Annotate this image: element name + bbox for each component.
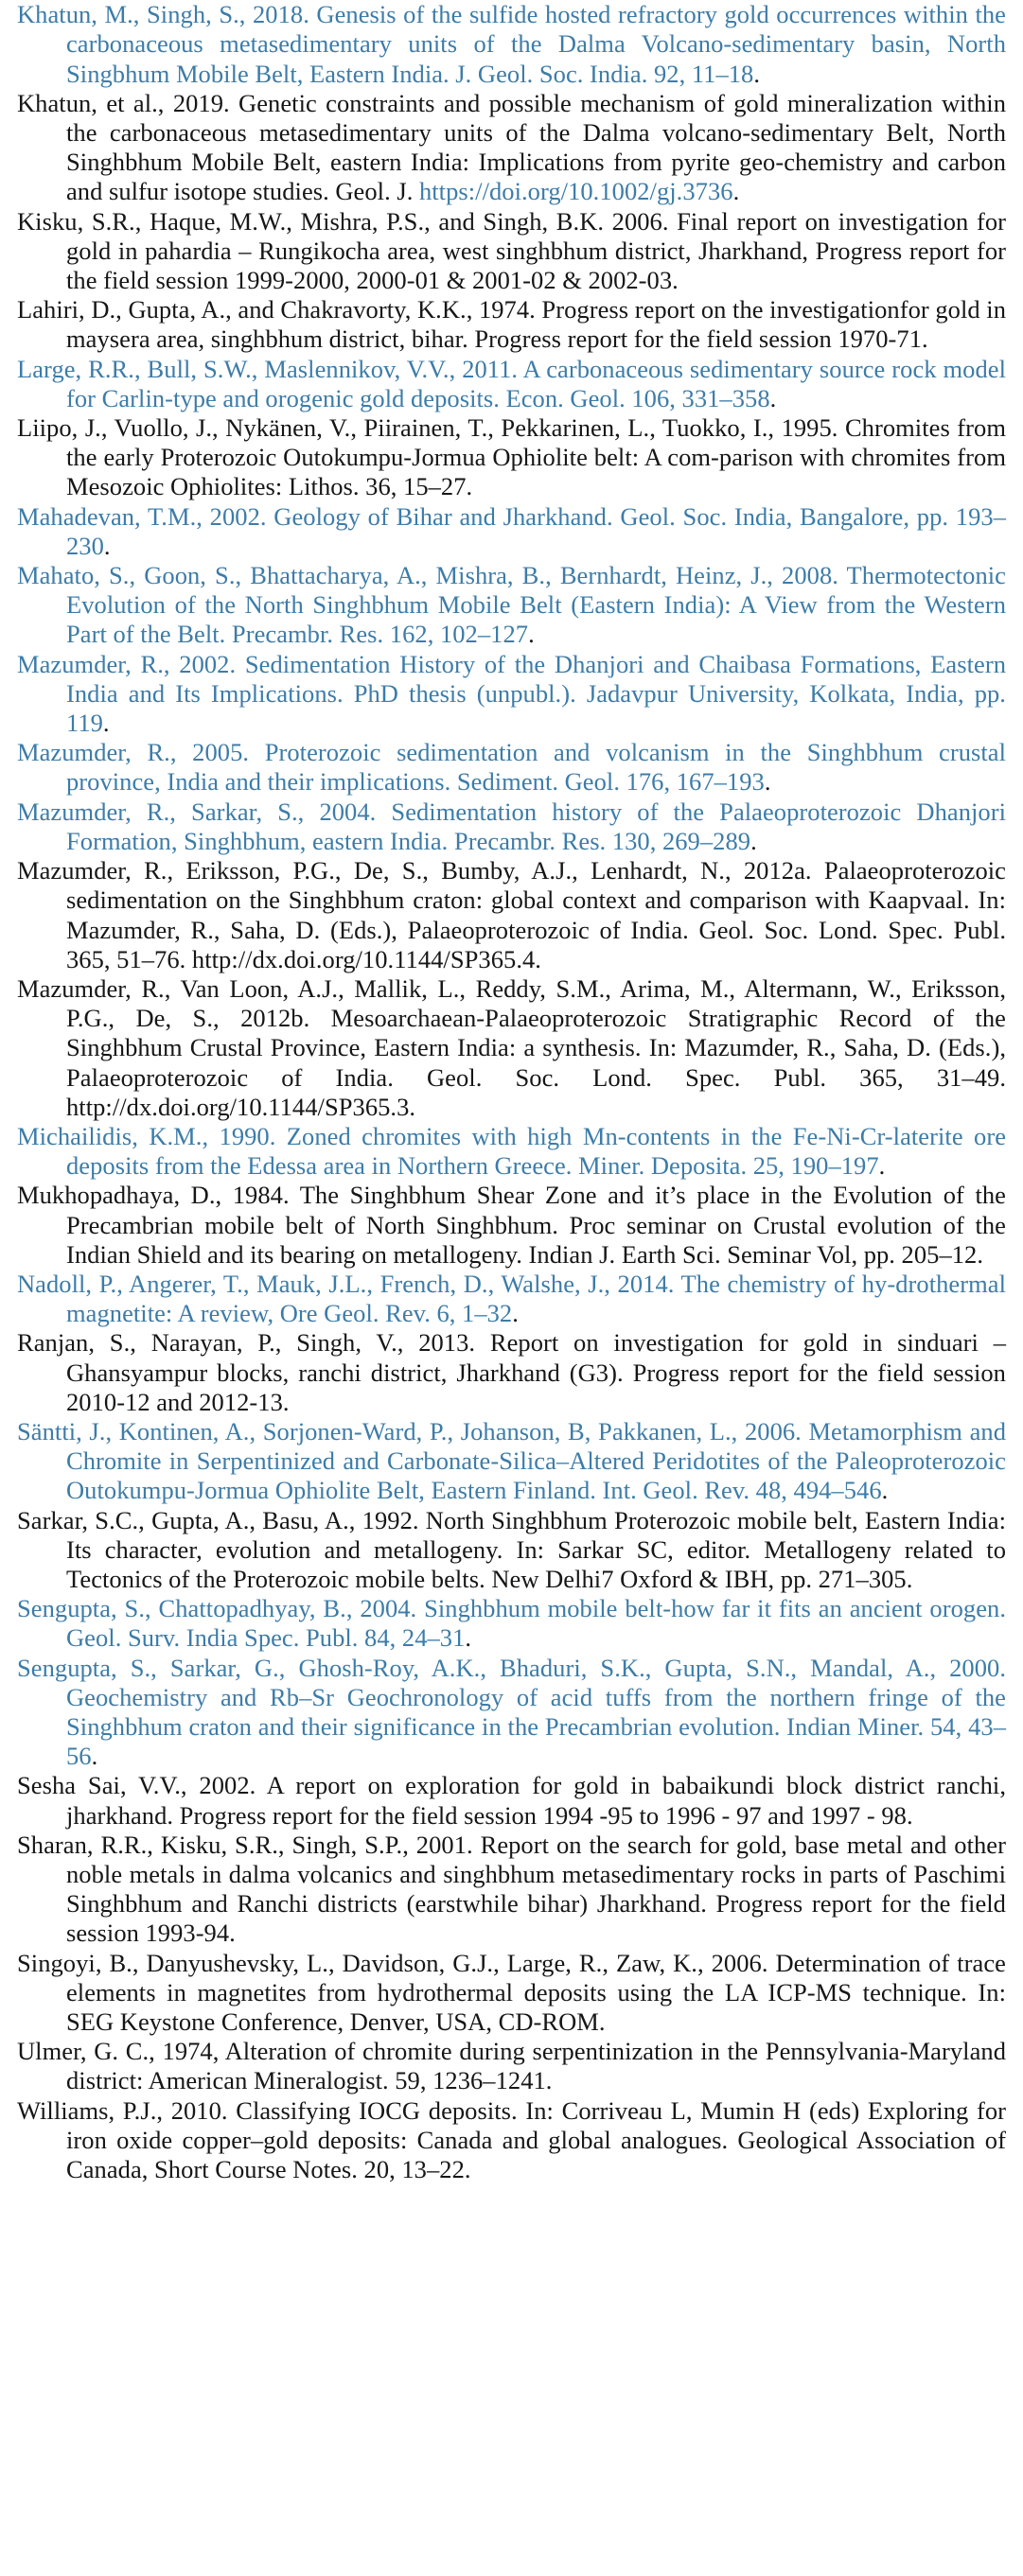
reference-entry [17,738,1006,797]
reference-text: Michailidis, K.M., 1990. Zoned chromites with high Mn-contents in the Fe-Ni-Cr-laterite ore deposits from the Edessa area in Northern Greece. Miner. Deposita. 25, 190–197 [17,1121,1006,1181]
reference-text: Mazumder, R., 2005. Proterozoic sedimentation and volcanism in the Singhbhum crustal province, India and their implications. Sediment. Geol. 176, 167–193 [17,738,1006,797]
reference-text: Mazumder, R., Eriksson, P.G., De, S., Bumby, A.J., Lenhardt, N., 2012a. Palaeoproterozoic sedimentation on the Singhbhum craton: global context and comparison with Kaapvaal. In: Mazumder, R., Saha, D. (Eds.), Palaeoproterozoic of India. Geol. Soc. Lond. Spec. Publ. 365, 51–76. http://dx.doi.org/10.1144/SP365.4. [17,856,1006,973]
reference-entry [17,207,1006,296]
reference-entry [17,1122,1006,1181]
reference-text: Khatun, M., Singh, S., 2018. Genesis of the sulfide hosted refractory gold occurrences within the carbonaceous metasedimentary units of the Dalma Volcano-sedimentary basin, North Singbhum Mobile Belt, Eastern India. J. Geol. Soc. India. 92, 11–18 [17,0,1006,88]
reference-terminal-period: . [881,1476,889,1505]
reference-terminal-period: . [769,383,777,412]
reference-terminal-period: . [102,709,110,738]
reference-text: Mazumder, R., 2002. Sedimentation History of the Dhanjori and Chaibasa Formations, Eastern India and Its Implications. PhD thesis (unpubl.). Jadavpur University, Kolkata, India, pp. 119 [17,649,1006,738]
reference-text: Lahiri, D., Gupta, A., and Chakravorty, K.K., 1974. Progress report on the investigationfor gold in maysera area, singhbhum district, bihar. Progress report for the field session 1970-71. [17,295,1006,354]
reference-terminal-period: . [512,1299,519,1328]
reference-entry [17,355,1006,413]
reference-text: Singoyi, B., Danyushevsky, L., Davidson, G.J., Large, R., Zaw, K., 2006. Determination of trace elements in magnetites from hydrothermal deposits using the LA ICP-MS technique. In: SEG Keystone Conference, Denver, USA, CD-ROM. [17,1948,1006,2037]
reference-entry [17,1328,1006,1417]
reference-entry [17,1654,1006,1772]
reference-entry [17,856,1006,974]
reference-entry [17,1417,1006,1506]
reference-entry [17,0,1006,89]
reference-text: Mahadevan, T.M., 2002. Geology of Bihar and Jharkhand. Geol. Soc. India, Bangalore, pp. 193–230 [17,501,1006,560]
reference-text: Sengupta, S., Sarkar, G., Ghosh-Roy, A.K., Bhaduri, S.K., Gupta, S.N., Mandal, A., 2000. Geochemistry and Rb–Sr Geochronology of acid tuffs from the northern fringe of the Singhbhum craton and their significance in the Precambrian evolution. Indian Miner. 54, 43–56 [17,1653,1006,1771]
reference-text: Kisku, S.R., Haque, M.W., Mishra, P.S., and Singh, B.K. 2006. Final report on investigation for gold in pahardia – Rungikocha area, west singhbhum district, Jharkhand, Progress report for the field session 1999-2000, 2000-01 & 2001-02 & 2002-03. [17,206,1006,295]
reference-terminal-period: . [465,1623,472,1653]
reference-terminal-period: . [528,620,535,649]
reference-terminal-period: . [753,59,761,88]
reference-entry [17,1831,1006,1949]
reference-terminal-period: . [878,1151,886,1181]
reference-entry [17,2096,1006,2185]
reference-text: Mahato, S., Goon, S., Bhattacharya, A., Mishra, B., Bernhardt, Heinz, J., 2008. Thermotectonic Evolution of the North Singhbhum Mobile Belt (Eastern India): A View from the Western Part of the Belt. Precambr. Res. 162, 102–127 [17,561,1006,649]
reference-entry [17,502,1006,561]
reference-entry [17,2037,1006,2095]
reference-terminal-period: . [91,1742,98,1771]
reference-text: Sengupta, S., Chattopadhyay, B., 2004. Singhbhum mobile belt-how far it fits an ancient orogen. Geol. Surv. India Spec. Publ. 84, 24–31 [17,1594,1006,1653]
reference-entry [17,650,1006,739]
reference-entry [17,1771,1006,1830]
reference-entry [17,413,1006,502]
reference-text: Mazumder, R., Van Loon, A.J., Mallik, L., Reddy, S.M., Arima, M., Altermann, W., Eriksson, P.G., De, S., 2012b. Mesoarchaean-Palaeoproterozoic Stratigraphic Record of the Singhbhum Crustal Province, Eastern India: a synthesis. In: Mazumder, R., Saha, D. (Eds.), Palaeoproterozoic of India. Geol. Soc. Lond. Spec. Publ. 365, 31–49. http://dx.doi.org/10.1144/SP365.3. [17,973,1006,1121]
reference-text: Liipo, J., Vuollo, J., Nykänen, V., Piirainen, T., Pekkarinen, L., Tuokko, I., 1995. Chromites from the early Proterozoic Outokumpu-Jormua Ophiolite belt: A com-parison with chromites from Mesozoic Ophiolites: Lithos. 36, 15–27. [17,413,1006,501]
reference-entry [17,1506,1006,1595]
reference-entry [17,89,1006,207]
reference-text: Sharan, R.R., Kisku, S.R., Singh, S.P., 2001. Report on the search for gold, base metal and other noble metals in dalma volcanics and singhbhum metasedimentary rocks in parts of Paschimi Singhbhum and Ranchi districts (earstwhile bihar) Jharkhand. Progress report for the field session 1993-94. [17,1830,1006,1948]
reference-entry [17,797,1006,856]
reference-text: Mukhopadhaya, D., 1984. The Singhbhum Shear Zone and it’s place in the Evolution of the Precambrian mobile belt of North Singhbhum. Proc seminar on Crustal evolution of the Indian Shield and its bearing on metallogeny. Indian J. Earth Sci. Seminar Vol, pp. 205–12. [17,1181,1006,1269]
reference-text: Sesha Sai, V.V., 2002. A report on exploration for gold in babaikundi block district ranchi, jharkhand. Progress report for the field session 1994 -95 to 1996 - 97 and 1997 - 98. [17,1771,1006,1830]
reference-entry [17,1181,1006,1270]
reference-text: Williams, P.J., 2010. Classifying IOCG deposits. In: Corriveau L, Mumin H (eds) Exploring for iron oxide copper–gold deposits: Canada and global analogues. Geological Association of Canada, Short Course Notes. 20, 13–22. [17,2095,1006,2184]
reference-text: Ranjan, S., Narayan, P., Singh, V., 2013. Report on investigation for gold in sinduari – Ghansyampur blocks, ranchi district, Jharkhand (G3). Progress report for the field session 2010-12 and 2012-13. [17,1328,1006,1416]
reference-entry [17,1949,1006,2038]
reference-doi-link[interactable]: https://doi.org/10.1002/gj.3736 [418,177,733,206]
reference-terminal-period: . [764,767,771,797]
reference-entry [17,295,1006,354]
reference-text: Ulmer, G. C., 1974, Alteration of chromite during serpentinization in the Pennsylvania-Maryland district: American Mineralogist. 59, 1236–1241. [17,2037,1006,2095]
reference-text: Mazumder, R., Sarkar, S., 2004. Sedimentation history of the Palaeoproterozoic Dhanjori Formation, Singhbhum, eastern India. Precambr. Res. 130, 269–289 [17,797,1006,855]
reference-entry [17,974,1006,1122]
reference-terminal-period: . [732,177,740,206]
reference-text: Säntti, J., Kontinen, A., Sorjonen-Ward, P., Johanson, B, Pakkanen, L., 2006. Metamorphism and Chromite in Serpentinized and Carbonate-Silica–Altered Peridotites of the Paleoproterozoic Outokumpu-Jormua Ophiolite Belt, Eastern Finland. Int. Geol. Rev. 48, 494–546 [17,1416,1006,1505]
reference-text: Nadoll, P., Angerer, T., Mauk, J.L., French, D., Walshe, J., 2014. The chemistry of hy-drothermal magnetite: A review, Ore Geol. Rev. 6, 1–32 [17,1269,1006,1328]
reference-entry [17,1270,1006,1328]
reference-text: Large, R.R., Bull, S.W., Maslennikov, V.V., 2011. A carbonaceous sedimentary source rock model for Carlin-type and orogenic gold deposits. Econ. Geol. 106, 331–358 [17,354,1006,412]
reference-terminal-period: . [103,531,111,560]
reference-terminal-period: . [750,826,757,855]
reference-text: Khatun, et al., 2019. Genetic constraints and possible mechanism of gold mineralization within the carbonaceous metasedimentary units of the Dalma volcano-sedimentary Belt, North Singhbhum Mobile Belt, eastern India: Implications from pyrite geo-chemistry and carbon and sulfur isotope studies. Geol. J. [17,88,1006,206]
reference-entry [17,1594,1006,1653]
reference-text: Sarkar, S.C., Gupta, A., Basu, A., 1992. North Singhbhum Proterozoic mobile belt, Eastern India: Its character, evolution and metallogeny. In: Sarkar SC, editor. Metallogeny related to Tectonics of the Proterozoic mobile belts. New Delhi7 Oxford & IBH, pp. 271–305. [17,1505,1006,1593]
reference-entry [17,561,1006,650]
